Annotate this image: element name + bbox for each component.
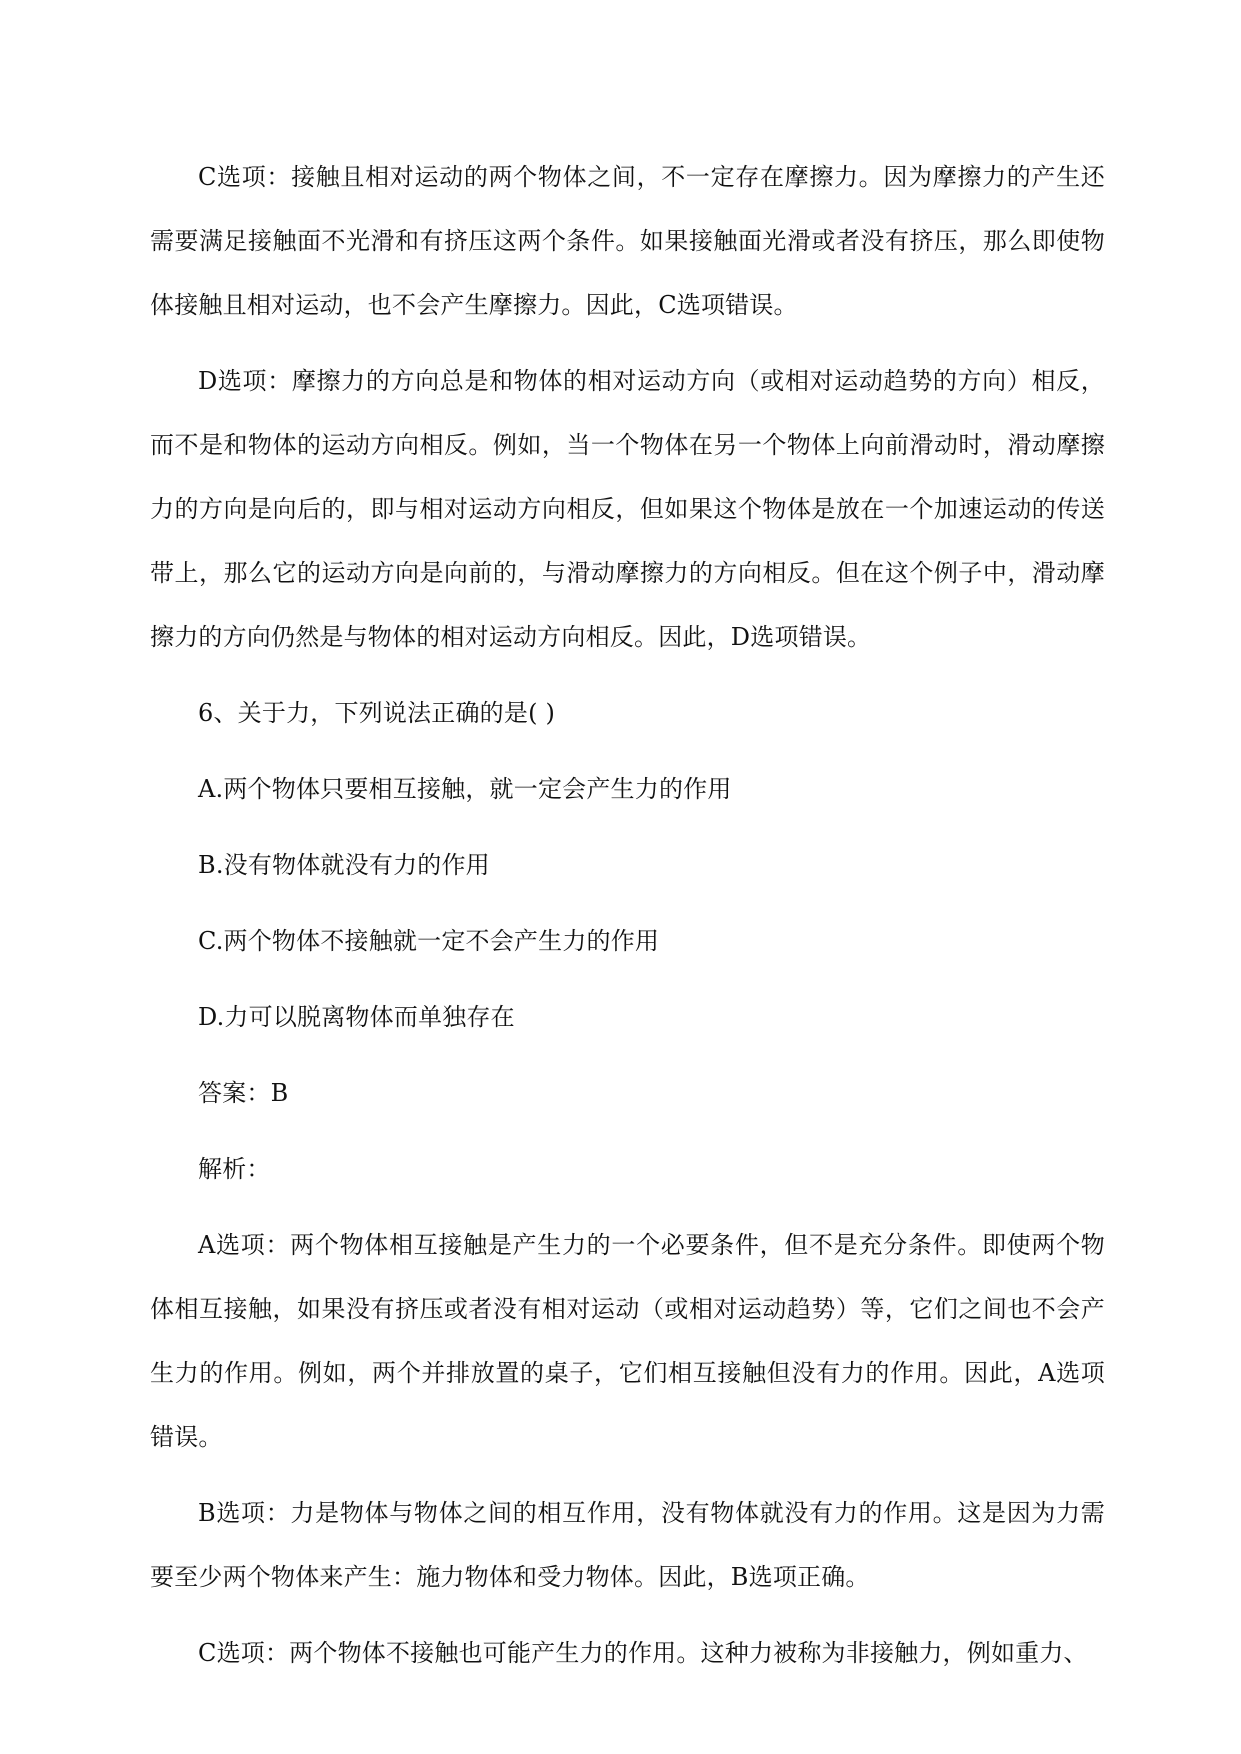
option-d: D.力可以脱离物体而单独存在 [198,1003,515,1031]
question-stem: 6、关于力，下列说法正确的是( ) [198,699,556,727]
option-a: A.两个物体只要相互接触，就一定会产生力的作用 [198,775,732,803]
document-body [150,145,1105,1685]
analysis-c-option: C选项：两个物体不接触也可能产生力的作用。这种力被称为非接触力，例如重力、 [198,1639,1088,1667]
analysis-label: 解析： [198,1155,271,1183]
option-b: B.没有物体就没有力的作用 [198,851,490,879]
analysis-a-option: A选项：两个物体相互接触是产生力的一个必要条件，但不是充分条件。即使两个物体相互接触，如果没有挤压或者没有相对运动（或相对运动趋势）等，它们之间也不会产生力的作用。例如，两个并排放置的桌子，它们相互接触但没有力的作用。因此，A选项错误。 [150,1231,1105,1451]
paragraph-c-option-friction: C选项：接触且相对运动的两个物体之间，不一定存在摩擦力。因为摩擦力的产生还需要满足接触面不光滑和有挤压这两个条件。如果接触面光滑或者没有挤压，那么即使物体接触且相对运动，也不会产生摩擦力。因此，C选项错误。 [150,163,1105,319]
analysis-b-option: B选项：力是物体与物体之间的相互作用，没有物体就没有力的作用。这是因为力需要至少两个物体来产生：施力物体和受力物体。因此，B选项正确。 [150,1499,1105,1591]
paragraph-d-option-friction: D选项：摩擦力的方向总是和物体的相对运动方向（或相对运动趋势的方向）相反，而不是和物体的运动方向相反。例如，当一个物体在另一个物体上向前滑动时，滑动摩擦力的方向是向后的，即与相对运动方向相反，但如果这个物体是放在一个加速运动的传送带上，那么它的运动方向是向前的，与滑动摩擦力的方向相反。但在这个例子中，滑动摩擦力的方向仍然是与物体的相对运动方向相反。因此，D选项错误。 [150,367,1105,651]
option-c: C.两个物体不接触就一定不会产生力的作用 [198,927,660,955]
answer-line: 答案：B [198,1079,289,1107]
